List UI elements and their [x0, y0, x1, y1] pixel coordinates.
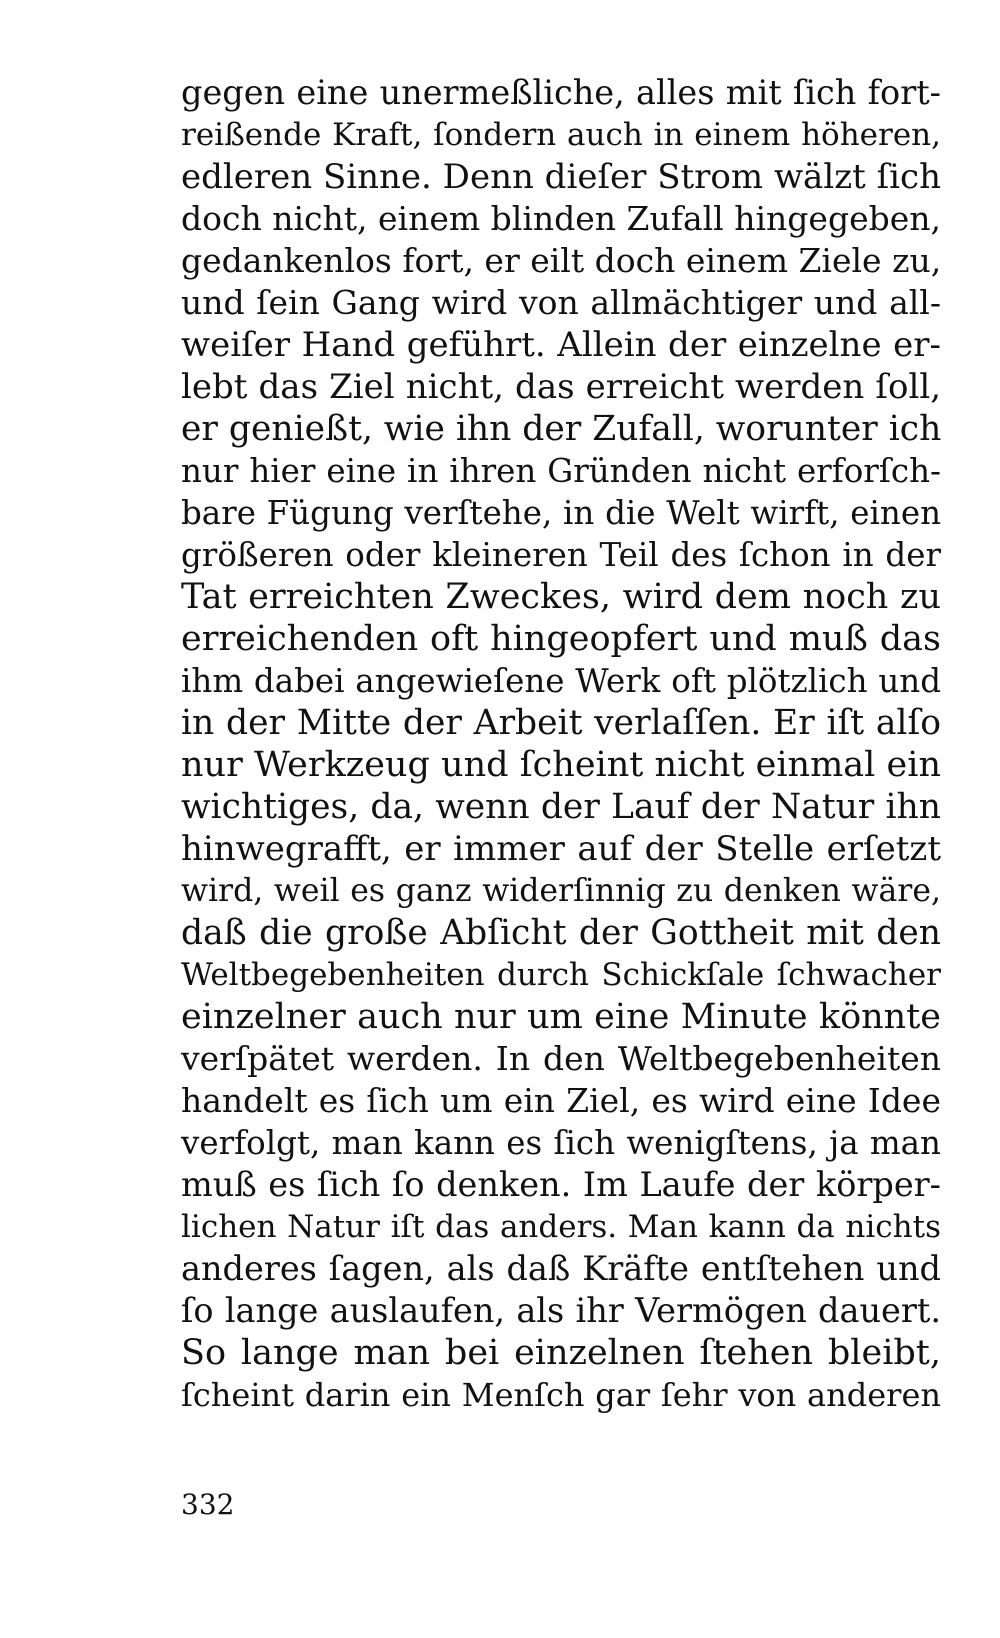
text-line: und ſein Gang wird von allmächtiger und all-: [181, 283, 941, 322]
text-line: handelt es ſich um ein Ziel, es wird eine Idee: [181, 1081, 941, 1120]
text-line: muß es ſich ſo denken. Im Laufe der körper-: [181, 1165, 941, 1204]
text-line: lichen Natur iſt das anders. Man kann da nichts: [181, 1209, 941, 1245]
text-line: wird, weil es ganz widerſinnig zu denken wäre,: [181, 873, 941, 909]
body-text: [181, 72, 941, 1416]
text-line: einzelner auch nur um eine Minute könnte: [181, 997, 941, 1037]
text-line: Weltbegebenheiten durch Schickſale ſchwacher: [181, 957, 941, 993]
text-line: bare Fügung verſtehe, in die Welt wirft, einen: [181, 494, 941, 532]
text-line: größeren oder kleineren Teil des ſchon in der: [181, 536, 941, 574]
text-line: ſcheint darin ein Menſch gar ſehr von anderen: [181, 1376, 941, 1414]
text-line: daß die große Abſicht der Gottheit mit den: [181, 913, 941, 953]
page-number: 332: [181, 1488, 235, 1521]
text-line: verſpätet werden. In den Weltbegebenheiten: [181, 1039, 941, 1078]
text-line: Tat erreichten Zweckes, wird dem noch zu: [181, 577, 941, 617]
text-line: ihm dabei angewieſene Werk oft plötzlich und: [181, 662, 941, 700]
text-line: gegen eine unermeßliche, alles mit ſich fort-: [181, 73, 941, 112]
text-line: reißende Kraft, ſondern auch in einem höheren,: [181, 117, 941, 153]
text-line: hinwegrafft, er immer auf der Stelle erſetzt: [181, 829, 941, 869]
text-line: edleren Sinne. Denn dieſer Strom wälzt ſich: [181, 157, 941, 197]
text-line: wichtiges, da, wenn der Lauf der Natur ihn: [181, 787, 941, 827]
text-line: verfolgt, man kann es ſich wenigſtens, ja man: [181, 1124, 941, 1162]
text-line: gedankenlos fort, er eilt doch einem Ziele zu,: [181, 241, 942, 280]
text-line: doch nicht, einem blinden Zufall hingegeben,: [181, 199, 941, 238]
text-line: lebt das Ziel nicht, das erreicht werden ſoll,: [181, 367, 941, 407]
text-line: anderes ſagen, als daß Kräfte entſtehen und: [181, 1249, 941, 1288]
text-line: weiſer Hand geführt. Allein der einzelne er-: [181, 325, 941, 365]
text-line: So lange man bei einzelnen ſtehen bleibt,: [181, 1333, 941, 1373]
text-line: in der Mitte der Arbeit verlaſſen. Er iſt alſo: [181, 703, 941, 743]
text-line: er genießt, wie ihn der Zufall, worunter ich: [181, 409, 942, 449]
text-line: ſo lange auslaufen, als ihr Vermögen dauert.: [181, 1291, 941, 1330]
text-line: nur Werkzeug und ſcheint nicht einmal ein: [181, 745, 941, 785]
text-line: nur hier eine in ihren Gründen nicht erforſch-: [181, 452, 941, 490]
text-line: erreichenden oft hingeopfert und muß das: [181, 619, 941, 659]
